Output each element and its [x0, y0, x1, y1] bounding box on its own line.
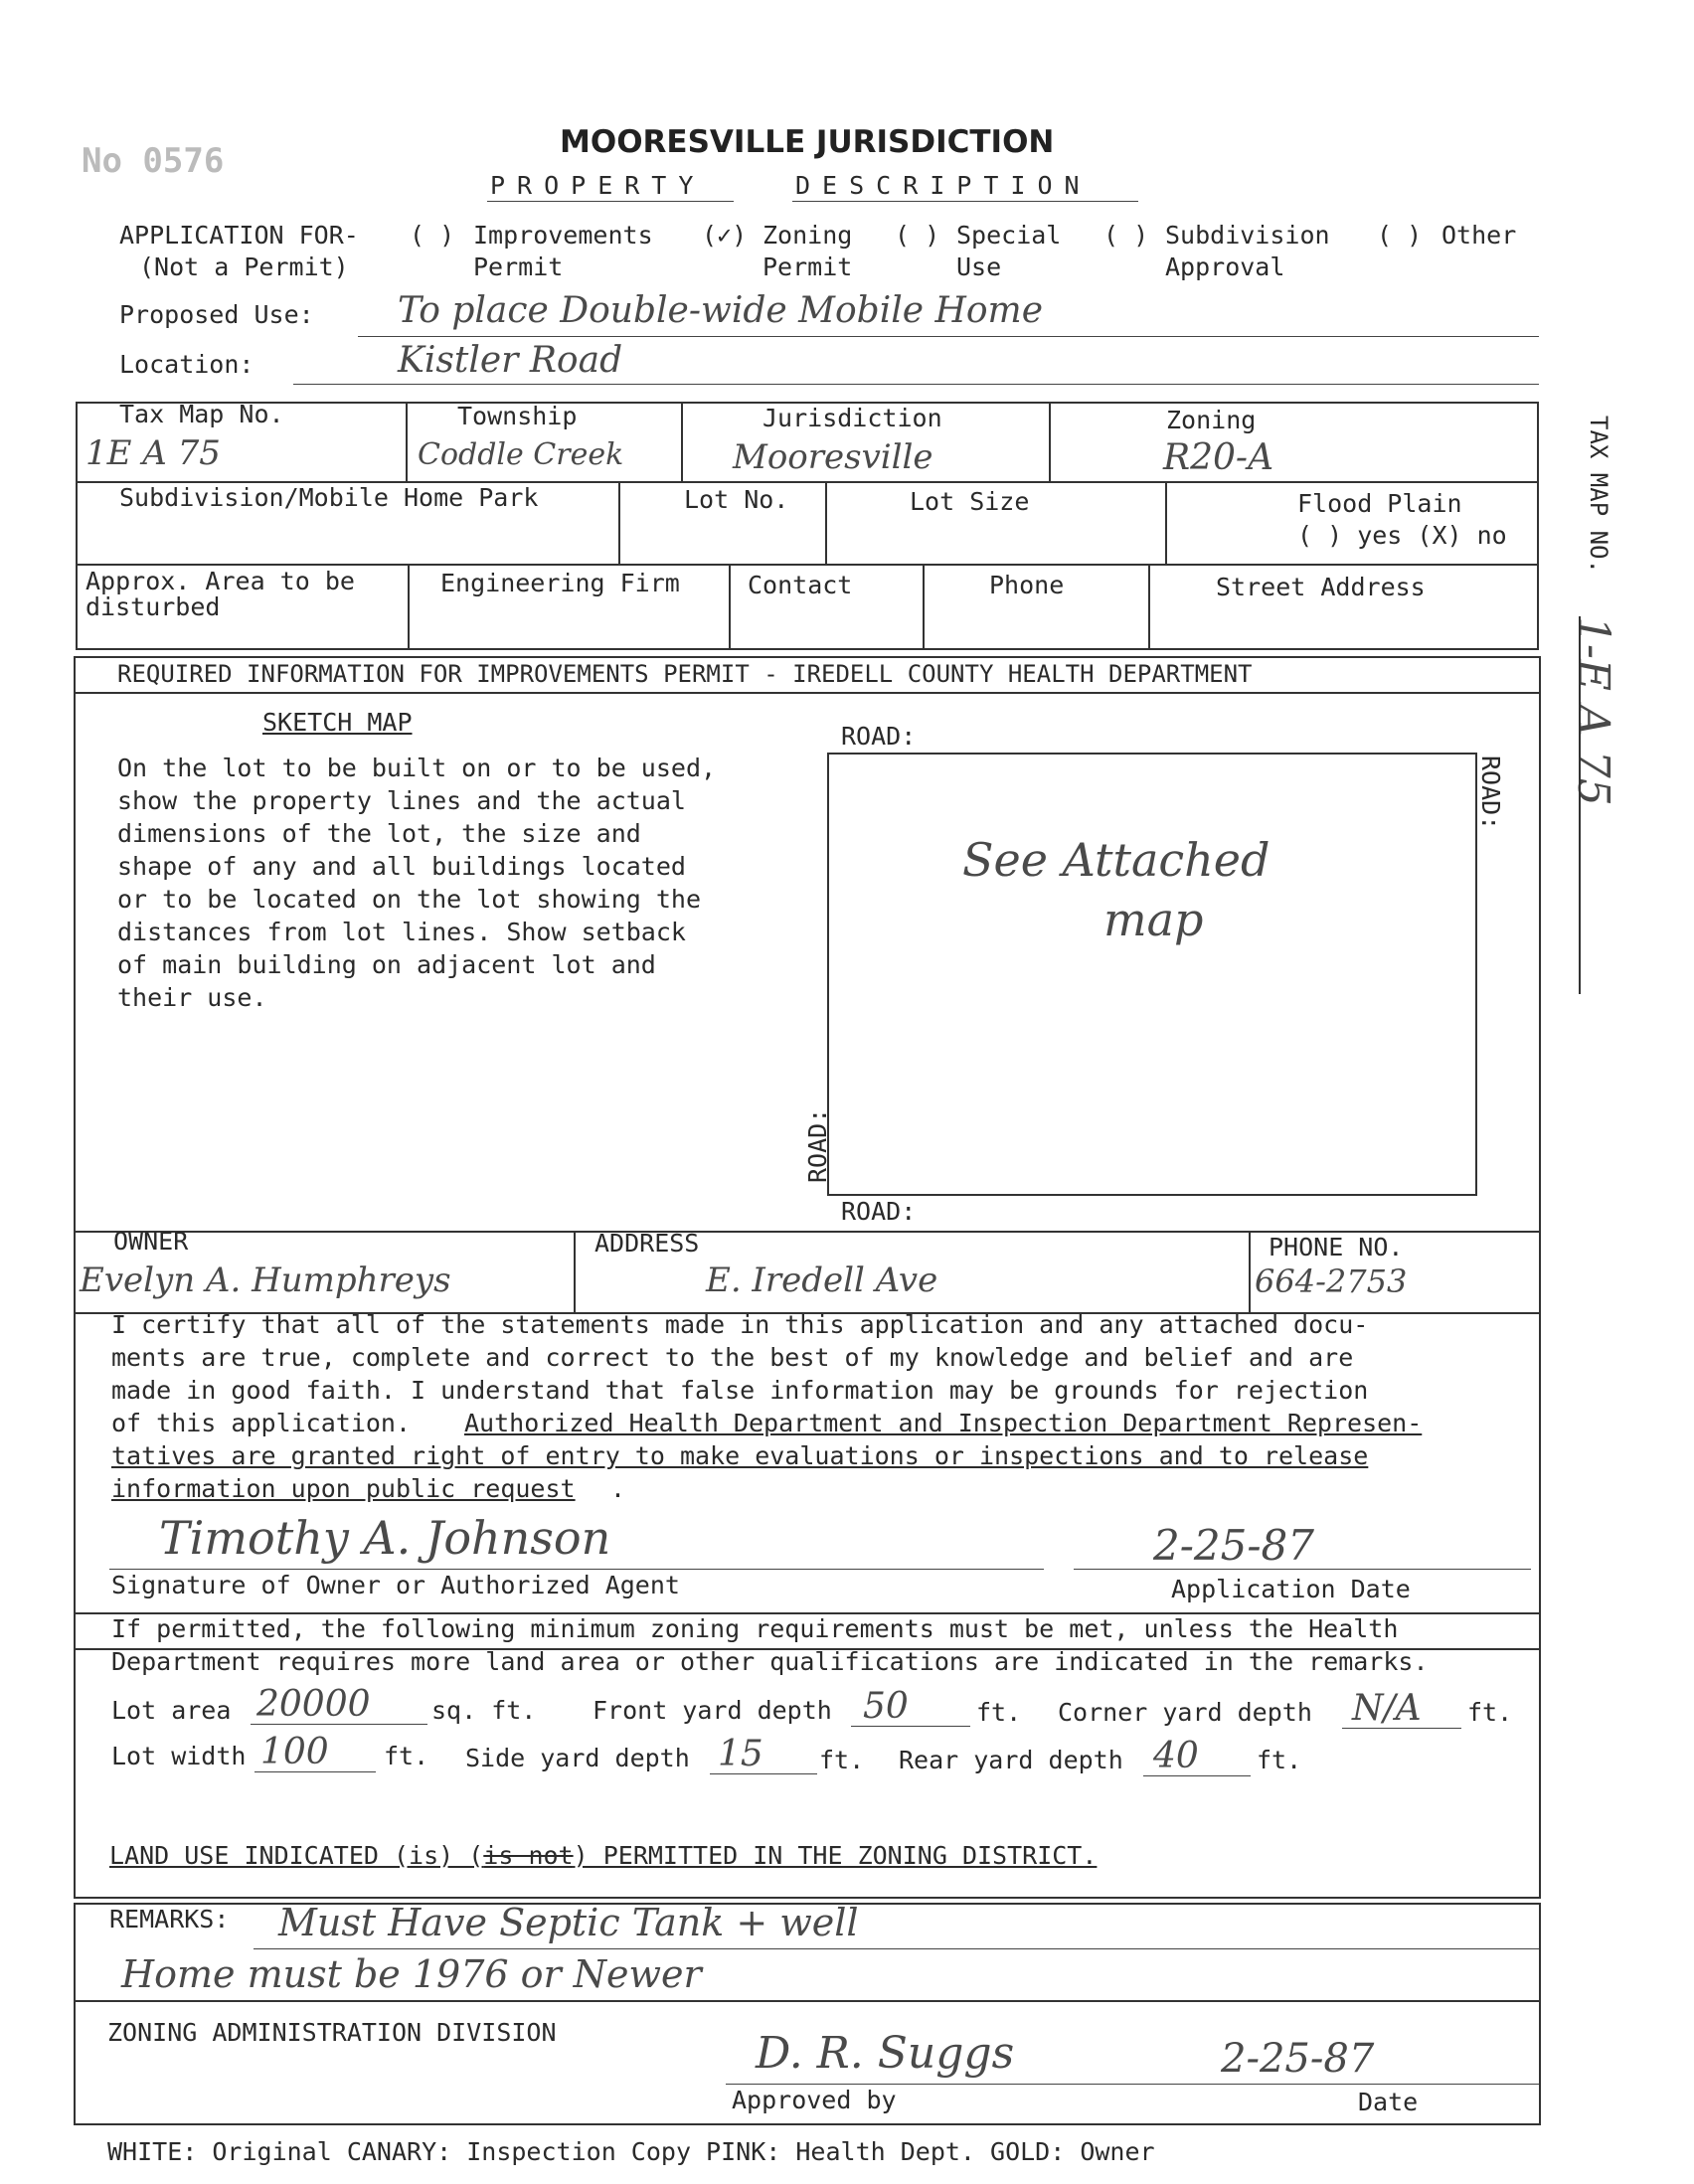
front-yard-value[interactable]: 50 — [863, 1686, 909, 1727]
cert-line: Authorized Health Department and Inspection Department Represen- — [464, 1409, 1423, 1437]
corner-yard-label: Corner yard depth — [1058, 1698, 1312, 1727]
location-value[interactable]: Kistler Road — [398, 340, 623, 381]
side-yard-value[interactable]: 15 — [718, 1734, 763, 1774]
lot-area-unit: sq. ft. — [431, 1696, 537, 1725]
land-use-text-b: ) PERMITTED IN THE ZONING DISTRICT. — [573, 1841, 1098, 1870]
land-use-text-a: LAND USE INDICATED (is) ( — [109, 1841, 484, 1870]
lot-size-label: Lot Size — [910, 487, 1030, 516]
sketch-map-box[interactable] — [827, 753, 1477, 1196]
remarks-label: REMARKS: — [109, 1905, 230, 1933]
owner-value[interactable]: Evelyn A. Humphreys — [80, 1260, 451, 1300]
instruction-line: shape of any and all buildings located — [117, 852, 686, 881]
rear-yard-value[interactable]: 40 — [1153, 1736, 1199, 1776]
option-special-check[interactable]: ( ) — [895, 221, 940, 250]
proposed-use-label: Proposed Use: — [119, 300, 314, 329]
zoning-text-2: Department requires more land area or other qualifications are indicated in the remarks. — [111, 1647, 1429, 1676]
front-yard-label: Front yard depth — [593, 1696, 832, 1725]
zoning-label: Zoning — [1166, 406, 1257, 434]
zoning-division-label: ZONING ADMINISTRATION DIVISION — [107, 2018, 557, 2047]
land-use-statement — [109, 1841, 1097, 1870]
application-date-label: Application Date — [1171, 1575, 1411, 1603]
flood-plain-options[interactable]: ( ) yes (X) no — [1297, 521, 1507, 550]
lot-area-value[interactable]: 20000 — [256, 1684, 371, 1725]
remarks-line-1[interactable]: Must Have Septic Tank + well — [278, 1901, 859, 1944]
instruction-line: show the property lines and the actual — [117, 786, 686, 815]
corner-yard-value[interactable]: N/A — [1352, 1688, 1422, 1729]
copy-distribution-footer: WHITE: Original CANARY: Inspection Copy PINK: Health Dept. GOLD: Owner — [107, 2137, 1155, 2166]
signature-label: Signature of Owner or Authorized Agent — [111, 1571, 680, 1599]
application-date-value[interactable]: 2-25-87 — [1153, 1521, 1314, 1570]
cert-line: information upon public request — [111, 1474, 576, 1503]
cert-line: I certify that all of the statements made in this application and any attached docu- — [111, 1310, 1369, 1339]
corner-yard-unit: ft. — [1467, 1698, 1513, 1727]
approved-by-label: Approved by — [732, 2086, 897, 2114]
road-right-label: ROAD: — [1476, 756, 1505, 831]
subtitle-property: PROPERTY — [490, 171, 706, 200]
contact-label: Contact — [748, 571, 853, 599]
lot-area-label: Lot area — [111, 1696, 232, 1725]
option-zoning-check[interactable]: (✓) — [702, 221, 748, 250]
road-left-label: ROAD: — [803, 1107, 832, 1183]
owner-signature[interactable]: Timothy A. Johnson — [159, 1511, 611, 1565]
rear-yard-label: Rear yard depth — [899, 1746, 1123, 1774]
option-zoning-label2: Permit — [762, 252, 853, 281]
option-other-check[interactable]: ( ) — [1377, 221, 1423, 250]
street-address-label: Street Address — [1216, 573, 1426, 601]
cert-line: of this application. — [111, 1409, 412, 1437]
side-tax-map-value: 1-E A 75 — [1568, 616, 1618, 806]
option-improvements-check[interactable]: ( ) — [410, 221, 455, 250]
option-subdivision-check[interactable]: ( ) — [1103, 221, 1149, 250]
remarks-line-2[interactable]: Home must be 1976 or Newer — [121, 1952, 702, 1996]
instruction-line: of main building on adjacent lot and — [117, 950, 656, 979]
approx-area-label: Approx. Area to be — [85, 567, 355, 595]
map-note: See Attached — [962, 833, 1270, 887]
approx-area-label2: disturbed — [85, 592, 221, 621]
side-tax-map-label: TAX MAP NO. — [1585, 416, 1612, 574]
phone-no-value[interactable]: 664-2753 — [1255, 1262, 1408, 1300]
phone-no-label: PHONE NO. — [1269, 1233, 1404, 1261]
proposed-use-value[interactable]: To place Double-wide Mobile Home — [398, 290, 1044, 331]
township-value[interactable]: Coddle Creek — [418, 437, 624, 472]
instruction-line: or to be located on the lot showing the — [117, 885, 701, 914]
form-number: No 0576 — [82, 141, 225, 181]
lot-width-unit: ft. — [384, 1742, 429, 1770]
side-yard-label: Side yard depth — [465, 1744, 690, 1772]
option-subdivision-label2: Approval — [1165, 252, 1285, 281]
flood-plain-label: Flood Plain — [1297, 489, 1462, 518]
zoning-text-1: If permitted, the following minimum zoning requirements must be met, unless the Health — [111, 1614, 1399, 1643]
option-improvements-label: Improvements — [473, 221, 653, 250]
application-sublabel: (Not a Permit) — [139, 252, 349, 281]
land-use-struck: is not — [483, 1841, 574, 1870]
owner-label: OWNER — [113, 1227, 189, 1256]
instruction-line: dimensions of the lot, the size and — [117, 819, 641, 848]
approval-date-value[interactable]: 2-25-87 — [1221, 2036, 1375, 2082]
option-zoning-label: Zoning — [762, 221, 853, 250]
date-label: Date — [1358, 2088, 1419, 2116]
form-title: MOORESVILLE JURISDICTION — [560, 124, 1055, 160]
township-label: Township — [457, 402, 578, 430]
lot-width-value[interactable]: 100 — [260, 1732, 329, 1772]
address-label: ADDRESS — [594, 1229, 700, 1258]
option-special-label2: Use — [956, 252, 1002, 281]
cert-line: tatives are granted right of entry to make evaluations or inspections and to release — [111, 1441, 1369, 1470]
rear-yard-unit: ft. — [1257, 1746, 1302, 1774]
instruction-line: distances from lot lines. Show setback — [117, 918, 686, 946]
health-header: REQUIRED INFORMATION FOR IMPROVEMENTS PERMIT - IREDELL COUNTY HEALTH DEPARTMENT — [117, 660, 1253, 688]
tax-map-label: Tax Map No. — [119, 400, 284, 428]
approver-signature[interactable]: D. R. Suggs — [756, 2028, 1015, 2079]
sketch-map-title: SKETCH MAP — [262, 708, 413, 737]
tax-map-value[interactable]: 1E A 75 — [85, 433, 221, 473]
application-label: APPLICATION FOR- — [119, 221, 359, 250]
option-improvements-label2: Permit — [473, 252, 564, 281]
phone-label: Phone — [989, 571, 1065, 599]
engineering-firm-label: Engineering Firm — [440, 569, 680, 597]
jurisdiction-value[interactable]: Mooresville — [733, 437, 933, 477]
option-other-label: Other — [1441, 221, 1517, 250]
road-bottom-label: ROAD: — [841, 1197, 917, 1226]
instruction-line: their use. — [117, 983, 267, 1012]
cert-line: ments are true, complete and correct to the best of my knowledge and belief and are — [111, 1343, 1354, 1372]
option-subdivision-label: Subdivision — [1165, 221, 1330, 250]
map-note-2: map — [1103, 893, 1204, 946]
location-label: Location: — [119, 350, 254, 379]
lot-no-label: Lot No. — [684, 485, 789, 514]
side-yard-unit: ft. — [819, 1746, 865, 1774]
instruction-line: On the lot to be built on or to be used, — [117, 754, 717, 782]
jurisdiction-label: Jurisdiction — [762, 404, 942, 432]
front-yard-unit: ft. — [976, 1698, 1022, 1727]
zoning-value[interactable]: R20-A — [1163, 437, 1274, 478]
cert-line: . — [610, 1474, 626, 1503]
road-top-label: ROAD: — [841, 722, 917, 751]
cert-line: made in good faith. I understand that false information may be grounds for rejection — [111, 1376, 1369, 1405]
address-value[interactable]: E. Iredell Ave — [706, 1260, 938, 1300]
subdivision-label: Subdivision/Mobile Home Park — [119, 483, 539, 512]
lot-width-label: Lot width — [111, 1742, 247, 1770]
option-special-label: Special — [956, 221, 1062, 250]
subtitle-description: DESCRIPTION — [795, 171, 1092, 200]
